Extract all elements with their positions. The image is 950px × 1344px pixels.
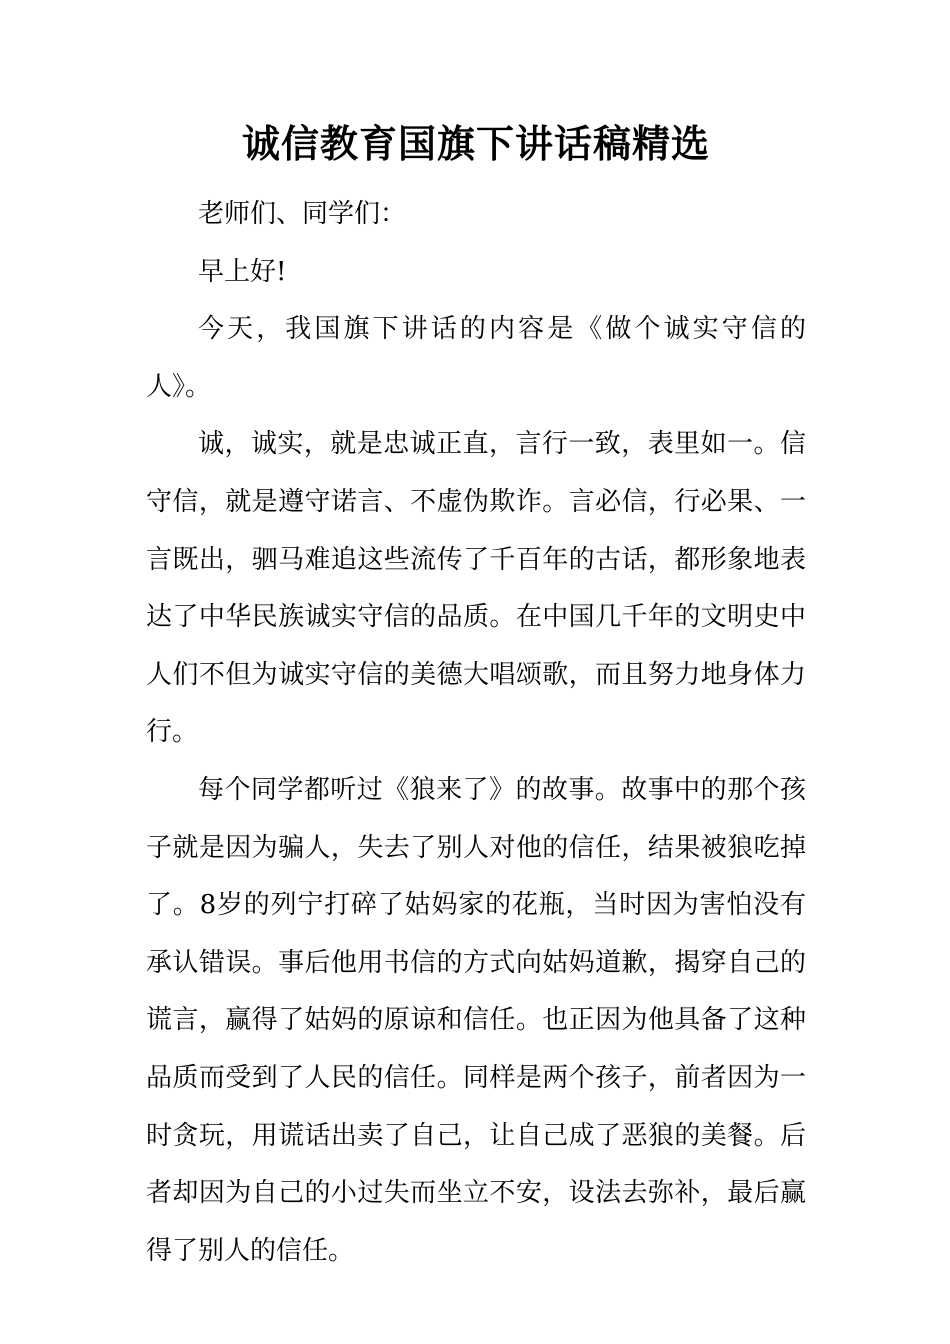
document-body bbox=[146, 186, 806, 1280]
paragraph-stories: 每个同学都听过《狼来了》的故事。故事中的那个孩子就是因为骗人，失去了别人对他的信任，结果被狼吃掉了。8岁的列宁打碎了姑妈家的花瓶，当时因为害怕没有承认错误。事后他用书信的方式向姑妈道歉，揭穿自己的谎言，赢得了姑妈的原谅和信任。也正因为他具备了这种品质而受到了人民的信任。同样是两个孩子，前者因为一时贪玩，用谎话出卖了自己，让自己成了恶狼的美餐。后者却因为自己的小过失而坐立不安，设法去弥补，最后赢得了别人的信任。 bbox=[146, 774, 806, 1266]
document-title: 诚信教育国旗下讲话稿精选 bbox=[241, 122, 710, 166]
paragraph-honesty-definition: 诚，诚实，就是忠诚正直，言行一致，表里如一。信守信，就是遵守诺言、不虚伪欺诈。言必信，行必果、一言既出，驷马难追这些流传了千百年的古话，都形象地表达了中华民族诚实守信的品质。在中国几千年的文明史中人们不但为诚实守信的美德大唱颂歌，而且努力地身体力行。 bbox=[146, 429, 806, 748]
paragraph-good-morning: 早上好! bbox=[198, 256, 287, 287]
paragraph-greeting: 老师们、同学们： bbox=[198, 199, 407, 229]
paragraph-topic: 今天，我国旗下讲话的内容是《做个诚实守信的人》。 bbox=[146, 314, 806, 402]
